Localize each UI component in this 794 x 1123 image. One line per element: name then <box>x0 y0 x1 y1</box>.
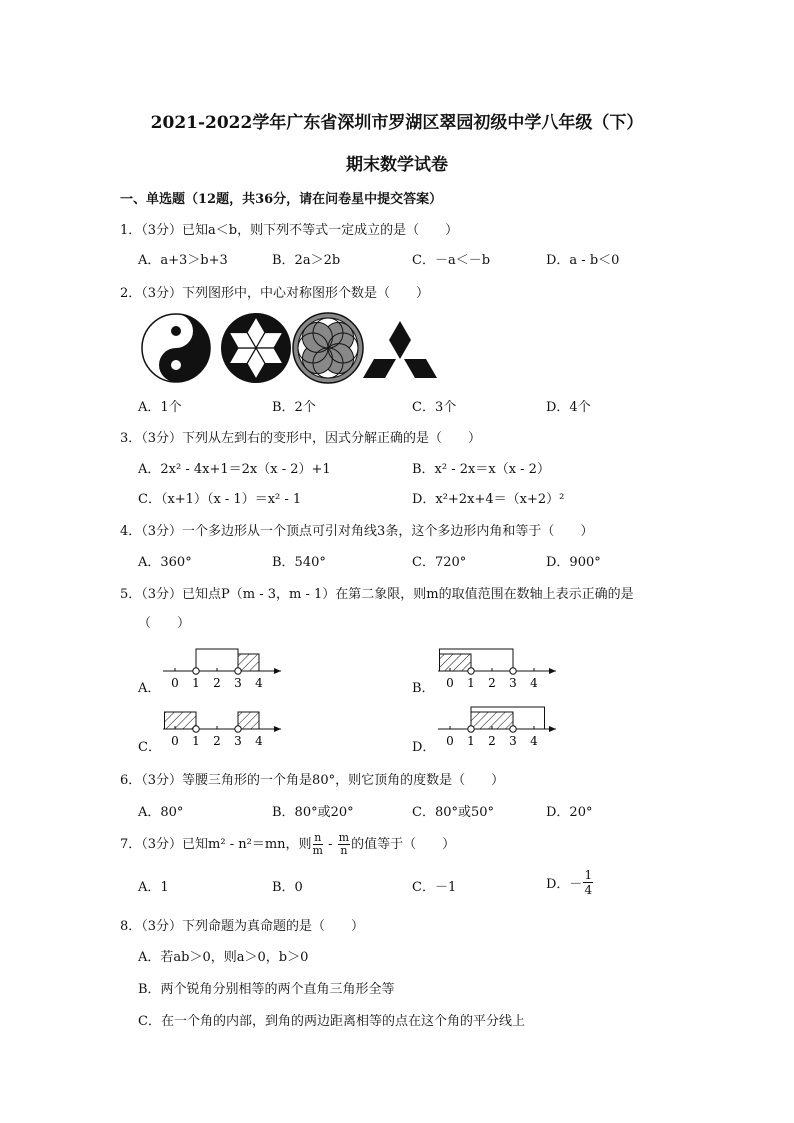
q7-option-d-fraction <box>583 868 593 897</box>
question-2-stem: 2．（3分）下列图形中，中心对称图形个数是（ ） <box>120 286 430 301</box>
q8-option-a: A．若ab＞0，则a＞0，b＞0 <box>138 950 309 965</box>
q5-line-b-hatch <box>440 654 472 671</box>
four-circles-icon <box>293 313 363 383</box>
q5-line-a-arrow <box>274 668 281 674</box>
q8-option-c: C．在一个角的内部，到角的两边距离相等的点在这个角的平分线上 <box>138 1014 525 1029</box>
q5-line-c-tick-label: 1 <box>192 734 200 748</box>
q5-line-a-tick-label: 3 <box>234 676 242 690</box>
q5-line-a-tick-label: 2 <box>213 676 221 690</box>
q7-option-b: B．0 <box>272 880 303 895</box>
q5-line-a-open-point <box>193 668 199 674</box>
q5-line-b-arrow <box>549 668 556 674</box>
question-4-stem: 4．（3分）一个多边形从一个顶点可引对角线3条，这个多边形内角和等于（ ） <box>120 524 594 539</box>
q7-fraction-2 <box>338 832 350 857</box>
question-5-stem-cont: （ ） <box>138 616 191 631</box>
q4-option-c: C．720° <box>412 555 467 570</box>
q5-line-a-tick-label: 0 <box>171 676 179 690</box>
question-8-stem: 8．（3分）下列命题为真命题的是（ ） <box>120 919 365 934</box>
q6-option-c: C．80°或50° <box>412 805 495 820</box>
q7-frac2-num: m <box>338 831 350 844</box>
q5-line-d-tick-label: 4 <box>530 734 538 748</box>
q5-line-a-open-point <box>235 668 241 674</box>
q7-option-a: A．1 <box>138 880 169 895</box>
q5-line-c-tick-label: 0 <box>171 734 179 748</box>
q5-line-b-open-point <box>468 668 474 674</box>
q1-option-d: D．a - b＜0 <box>546 253 620 268</box>
q3-option-c: C．（x+1）（x - 1）＝x² - 1 <box>138 492 302 507</box>
q5-line-d-open-point <box>468 726 474 732</box>
q5-line-d-tick-label: 3 <box>509 734 517 748</box>
q7-frac2-den: n <box>340 844 348 857</box>
q5-line-d-arrow <box>549 726 556 732</box>
q7-stem-a: 7．（3分）已知m² - n²＝mn，则 <box>120 837 312 852</box>
page-title: 2021-2022学年广东省深圳市罗湖区翠园初级中学八年级（下） <box>150 113 644 133</box>
question-7-stem <box>120 832 455 857</box>
q5-line-d-tick-label: 0 <box>446 734 454 748</box>
question-6-stem: 6．（3分）等腰三角形的一个角是80°，则它顶角的度数是（ ） <box>120 773 505 788</box>
q5-option-c: C． <box>138 740 161 755</box>
q5-line-c-tick-label: 4 <box>255 734 263 748</box>
page-subtitle: 期末数学试卷 <box>346 155 448 175</box>
q5-line-c-open-point <box>235 726 241 732</box>
q5-line-c-tick-label: 3 <box>234 734 242 748</box>
q5-line-a-bracket <box>196 649 238 671</box>
q7-optd-num: 1 <box>584 868 593 882</box>
q1-option-a: A．a+3＞b+3 <box>138 253 228 268</box>
q5-line-a-hatch <box>238 654 259 671</box>
q5-line-d-tick-label: 1 <box>467 734 475 748</box>
q7-optd-den: 4 <box>584 883 593 897</box>
question-1-stem: 1．（3分）已知a＜b，则下列不等式一定成立的是（ ） <box>120 223 459 238</box>
q7-option-d <box>546 868 594 897</box>
q7-option-c: C．－1 <box>412 880 457 895</box>
q1-option-c: C．－a＜－b <box>412 253 491 268</box>
q5-line-d-tick-label: 2 <box>488 734 496 748</box>
q7-frac1-den: m <box>312 844 323 857</box>
q2-option-b: B．2个 <box>272 400 316 415</box>
three-diamonds-icon <box>363 321 437 378</box>
q5-line-b-tick-label: 2 <box>488 676 496 690</box>
q6-option-d: D．20° <box>546 805 593 820</box>
q5-line-c-open-point <box>193 726 199 732</box>
q7-frac1-num: n <box>314 831 322 844</box>
question-5-stem: 5．（3分）已知点P（m - 3，m - 1）在第二象限，则m的取值范围在数轴上表示正确的是 <box>120 587 634 602</box>
q5-line-b-tick-label: 1 <box>467 676 475 690</box>
q6-option-a: A．80° <box>138 805 184 820</box>
q5-option-d: D． <box>412 740 436 755</box>
q5-line-c-hatch <box>165 712 197 729</box>
q3-option-a: A．2x² - 4x+1＝2x（x - 2）+1 <box>138 462 331 477</box>
q7-fraction-1 <box>313 832 323 857</box>
q2-option-c: C．3个 <box>412 400 457 415</box>
rhombus-star-icon <box>221 313 291 383</box>
q2-option-a: A．1个 <box>138 400 182 415</box>
q5-line-b-tick-label: 0 <box>446 676 454 690</box>
q5-line-b-tick-label: 4 <box>530 676 538 690</box>
q7-stem-b: 的值等于（ ） <box>351 837 456 852</box>
yin-yang-icon <box>142 314 210 382</box>
q5-number-lines <box>0 640 794 760</box>
q5-line-a-tick-label: 4 <box>255 676 263 690</box>
q5-line-b-open-point <box>510 668 516 674</box>
q4-option-b: B．540° <box>272 555 326 570</box>
q5-line-c-tick-label: 2 <box>213 734 221 748</box>
q5-line-a-tick-label: 1 <box>192 676 200 690</box>
q6-option-b: B．80°或20° <box>272 805 354 820</box>
q2-figures <box>138 310 438 386</box>
q1-option-b: B．2a＞2b <box>272 253 341 268</box>
q5-line-d-hatch <box>471 712 513 729</box>
q5-option-b: B． <box>412 681 435 696</box>
question-3-stem: 3．（3分）下列从左到右的变形中，因式分解正确的是（ ） <box>120 431 482 446</box>
section-heading: 一、单选题（12题，共36分，请在问卷星中提交答案） <box>120 192 443 207</box>
q5-line-c-hatch <box>238 712 259 729</box>
q3-option-b: B．x² - 2x＝x（x - 2） <box>412 462 550 477</box>
q4-option-a: A．360° <box>138 555 192 570</box>
q4-option-d: D．900° <box>546 555 601 570</box>
q3-option-d: D．x²+2x+4＝（x+2）² <box>412 492 565 507</box>
q7-option-d-label: D．－ <box>546 877 583 892</box>
q7-minus: - <box>323 837 337 852</box>
q5-line-b-tick-label: 3 <box>509 676 517 690</box>
q8-option-b: B．两个锐角分别相等的两个直角三角形全等 <box>138 982 395 997</box>
q2-option-d: D．4个 <box>546 400 591 415</box>
q5-line-d-open-point <box>510 726 516 732</box>
q5-line-c-arrow <box>274 726 281 732</box>
q5-option-a: A． <box>138 681 161 696</box>
